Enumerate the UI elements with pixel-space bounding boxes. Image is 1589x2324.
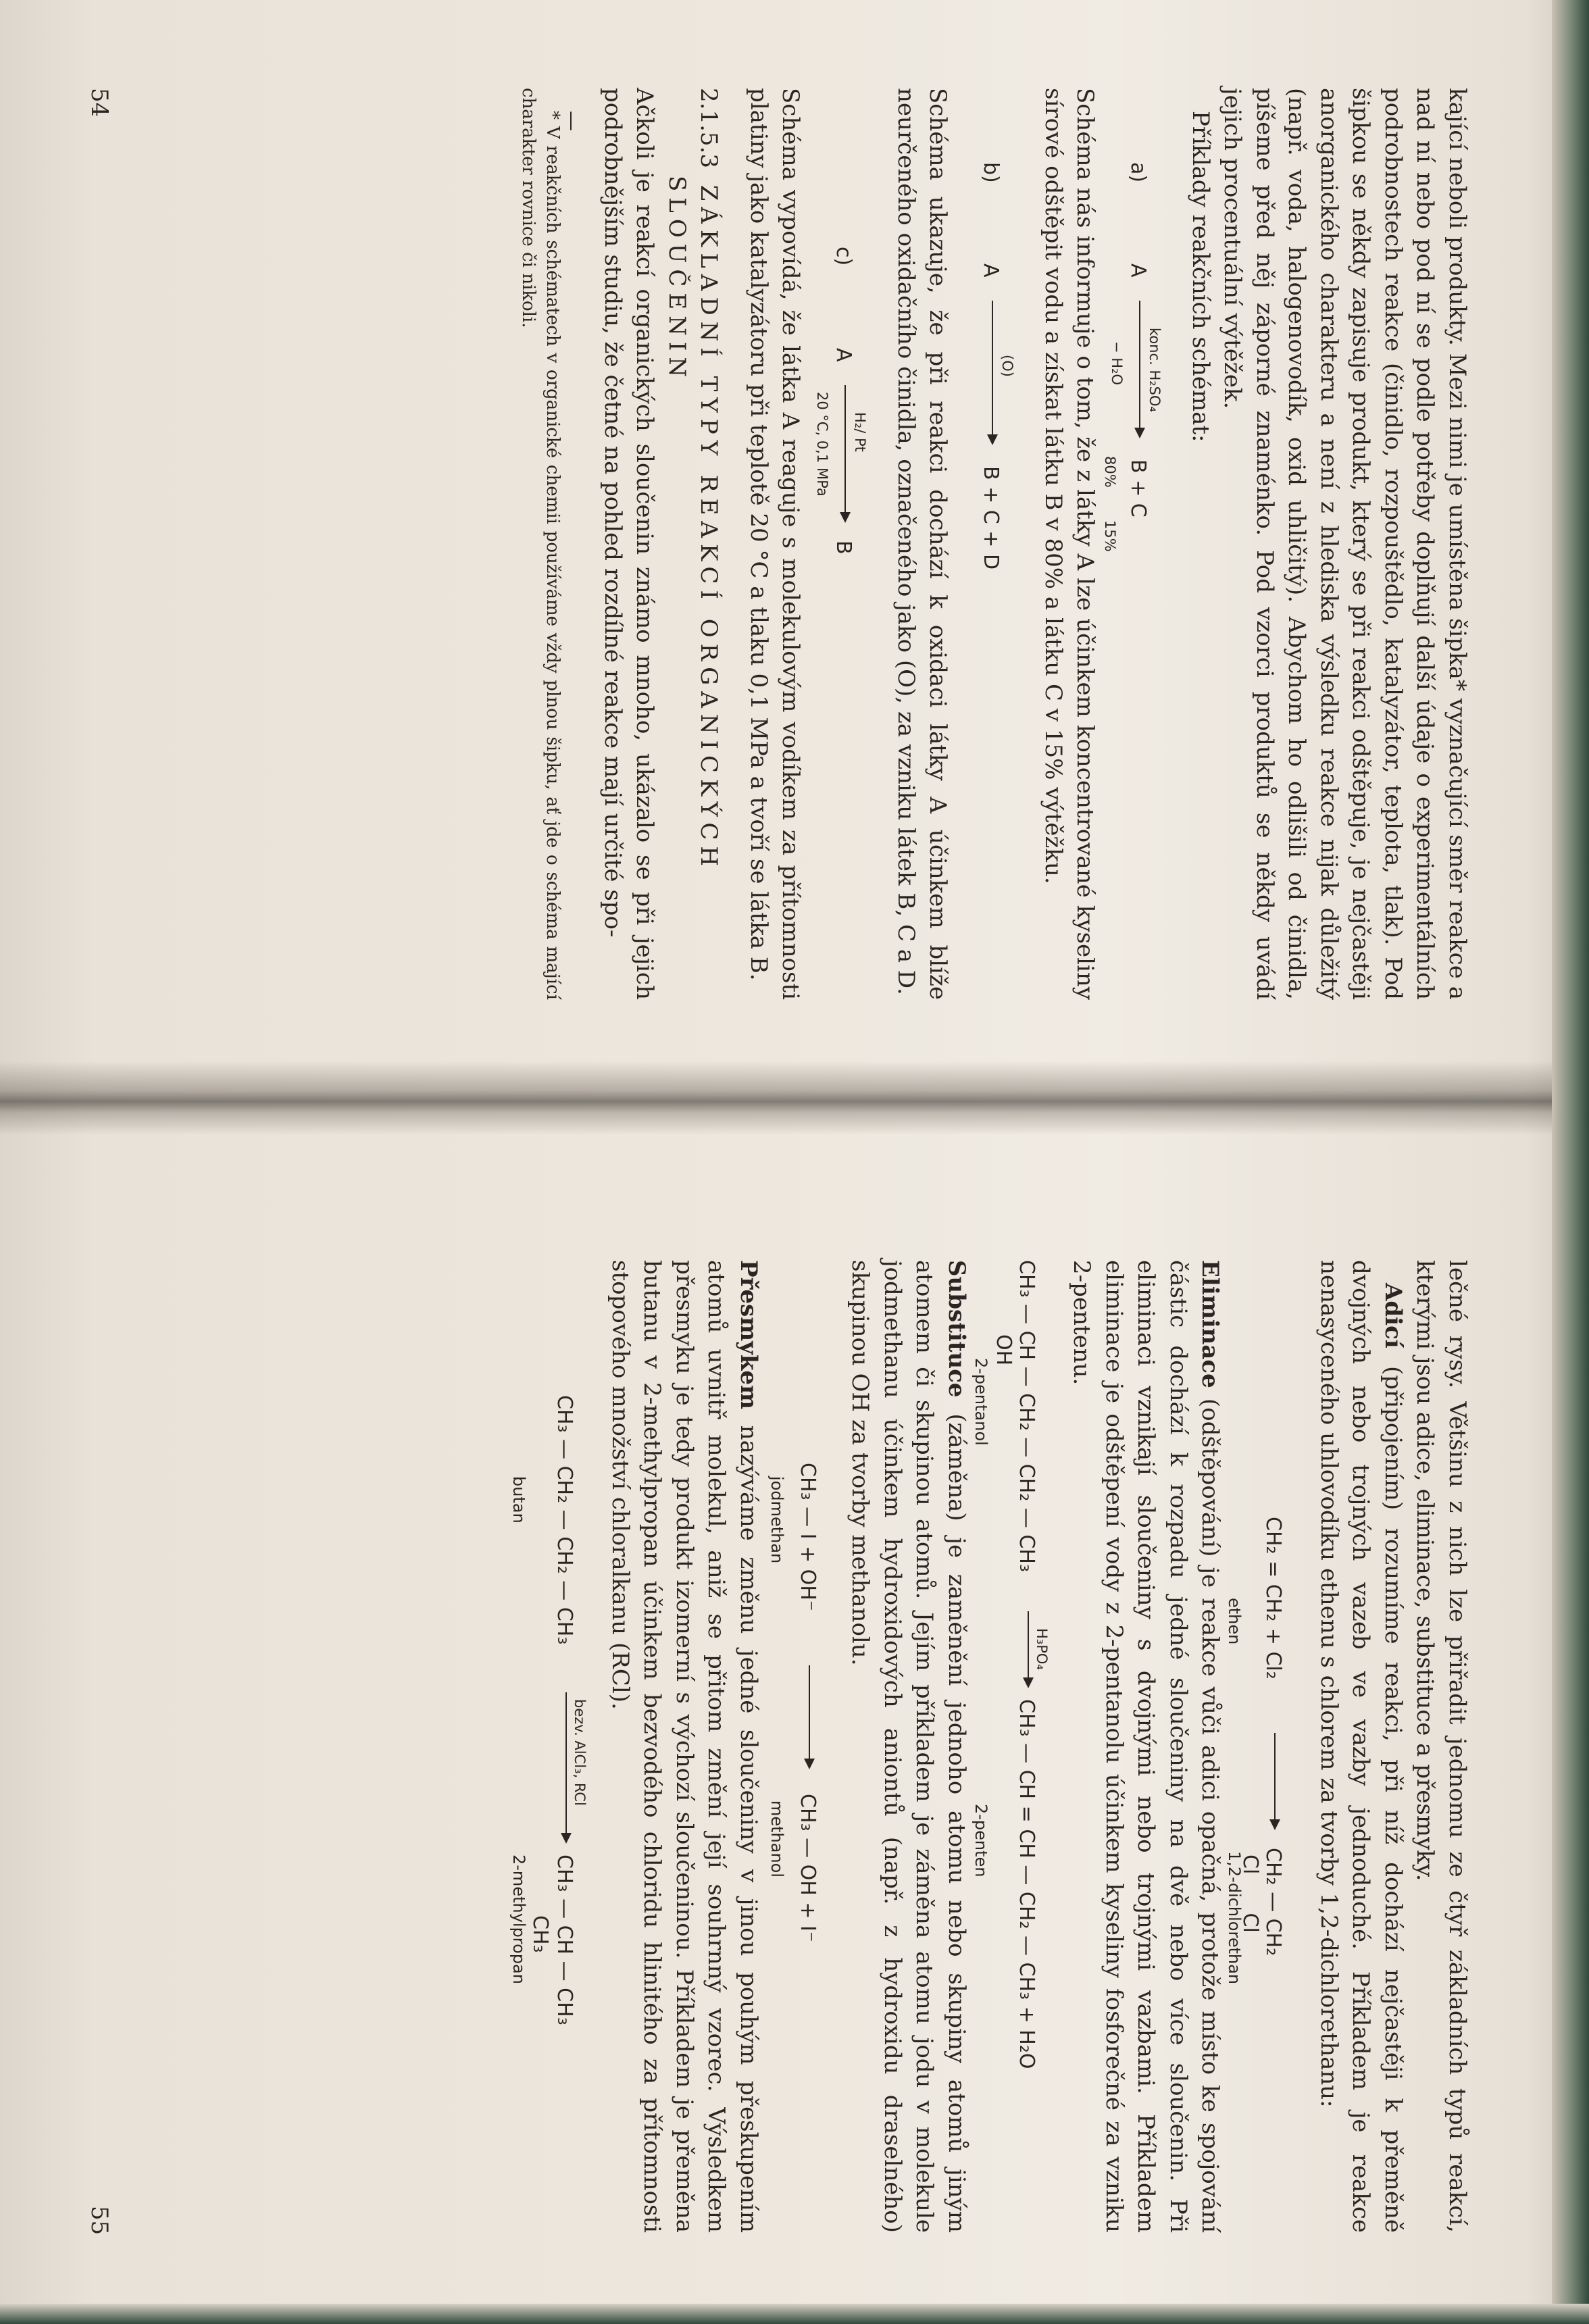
reagent: H₃PO₄ [1034, 1628, 1050, 1670]
reactants: CH₃ — I + OH⁻ [796, 1463, 819, 1611]
reactant: CH₃ — CH — CH₂ — CH₂ — CH₃ [1015, 1260, 1038, 1572]
paragraph-text: (záměna) je zaměnění jednoho atomu nebo skupiny atomů jiným atomem či skupinou atomů. Jejím příkladem je záměna atomu jodu v molekule jodmethanu účinkem hydroxidových aniontů (např. z hydroxidu draselného) skupinou OH za tvorby methanolu. [847, 1260, 970, 2233]
product-substituent: CH₃ [528, 1915, 553, 1953]
paragraph-text: (odštěpování) je reakce vůči adici opačná, protože místo ke spojování částic dochází k rozpadu jedné sloučeniny na dvě nebo více sloučenin. Při eliminaci vznikají sloučeniny s dvojnými nebo trojnými vazbami. Příkladem eliminace je odštěpení vody z 2-pentanolu účinkem kyseliny fosforečné za vzniku 2-pentenu. [1068, 1260, 1224, 2233]
paragraph: lečné rysy. Většinu z nich lze přiřadit jednomu ze čtyř základních typů reakcí, kterými jsou adice, eliminace, substituce a přesmyky. [1411, 1260, 1471, 2233]
products: CH₃ — OH + I⁻ [796, 1794, 819, 1942]
name-reactant: ethen [1225, 1598, 1244, 1645]
yield-b: 80% [1102, 456, 1119, 488]
paragraph [604, 1260, 765, 2233]
book-cover-edge-bottom [0, 2304, 1589, 2324]
reactant: A [1126, 263, 1151, 278]
section-heading [661, 88, 725, 1000]
term-adice: Adicí [1380, 1283, 1407, 1348]
page-number: 55 [86, 2206, 113, 2235]
paragraph [1313, 1260, 1409, 2233]
name-reactant: butan [509, 1476, 529, 1523]
scheme-label: c) [832, 247, 856, 266]
scheme-c [812, 88, 876, 1000]
term-presmyk: Přesmykem [735, 1260, 762, 1410]
term-eliminace: Eliminace [1196, 1260, 1224, 1388]
scheme-label: b) [979, 162, 1003, 183]
product-substituents: Cl Cl [1238, 1854, 1263, 1933]
yield-c: 15% [1102, 520, 1119, 552]
paragraph: Ačkoli je reakcí organických sloučenin známo mnoho, ukázalo se při jejich podrobnějším studiu, že četné na pohled rozdílné reakce mají určité spo- [599, 88, 659, 1000]
reaction-arrow [1028, 1611, 1029, 1686]
book-cover-edge [1552, 0, 1589, 2324]
name-product: 2-methylpropan [509, 1854, 529, 1984]
products: B + C [1126, 459, 1151, 517]
reagent: bezv. AlCl₃, RCl [572, 1699, 588, 1806]
products: B [832, 540, 856, 555]
scheme-presmyk [509, 1260, 590, 2233]
reactant: A [832, 348, 856, 362]
scheme-substituce [767, 1260, 830, 2233]
page-55 [86, 1260, 1473, 2235]
reactant-substituent: OH [992, 1334, 1015, 1366]
section-title: ZÁKLADNÍ TYPY REAKCÍ ORGANICKÝCH [695, 184, 723, 873]
scheme-adice [1225, 1260, 1299, 2233]
products: CH₃ — CH = CH — CH₂ — CH₃ + H₂O [1015, 1699, 1038, 2069]
scheme-a [1102, 88, 1171, 1000]
footnote: * V reakčních schématech v organické chemii používáme vždy plnou šipku, ať jde o schéma mající charakter rovnice či nikoli. [518, 88, 563, 1000]
conditions: 20 °C, 0,1 MPa [814, 392, 831, 497]
reagent: konc. H₂SO₄ [1146, 328, 1163, 412]
byproduct: − H₂O [1109, 341, 1126, 386]
paragraph: Schéma ukazuje, že při reakci dochází k oxidaci látky A účinkem blíže neurčeného oxidačního činidla, označeného jako (O), za vzniku látek B, C a D. [892, 88, 952, 1000]
book-gutter [0, 1061, 1589, 1135]
paragraph: Schéma vypovídá, že látka A reaguje s molekulovým vodíkem za přítomnosti platiny jako katalyzátoru při teplotě 20 °C a tlaku 0,1 MPa a tvoří se látka B. [745, 88, 805, 1000]
section-number: 2.1.5.3 [695, 88, 723, 168]
reaction-arrow [1140, 301, 1141, 436]
paragraph: Příklady reakčních schémat: [1187, 111, 1214, 443]
name-product: methanol [767, 1800, 786, 1878]
reactant: A [979, 263, 1003, 278]
products: B + C + D [979, 466, 1003, 570]
scheme-b [959, 88, 1024, 1000]
footnote-rule: — [560, 111, 584, 131]
paragraph: Schéma nás informuje o tom, že z látky A lze účinkem koncentrované kyseliny sírové odštěpit vodu a získat látku B v 80% a látku C v 15% výtěžku. [1040, 88, 1099, 1000]
reaction-arrow [845, 385, 847, 520]
page-number: 54 [86, 88, 113, 118]
name-product: 2-penten [972, 1804, 990, 1877]
paragraph-text: (připojením) rozumíme reakci, při níž dochází nejčastěji k přeměně dvojných nebo trojných vazeb ve vazby jednoduché. Příkladem je reakce nenasyceného uhlovodíku ethenu s chlorem za tvorby 1,2-dichlorethanu: [1315, 1260, 1407, 2233]
reactants: CH₂ = CH₂ + Cl₂ [1261, 1517, 1286, 1679]
reactant: CH₃ — CH₂ — CH₂ — CH₃ [553, 1395, 577, 1645]
reaction-arrow [566, 1692, 568, 1841]
paragraph-text: nazýváme změnu jedné sloučeniny v jinou pouhým přeskupením atomů uvnitř molekul, aniž se přitom změní její souhrnný vzorec. Výsledkem přesmyku je tedy produkt izomerní s výchozí sloučeninou. Příkladem je přeměna butanu v 2-methylpropan účinkem bezvodého chloridu hlinitého za přítomnosti stopového množství chloralkanu (RCl). [607, 1260, 762, 2233]
reaction-arrow [992, 301, 994, 443]
scheme-eliminace [972, 1260, 1052, 2233]
name-reactant: jodmethan [767, 1476, 786, 1564]
reaction-arrow [809, 1665, 810, 1767]
reaction-arrow [1275, 1733, 1276, 1827]
paragraph: kající neboli produkty. Mezi nimi je umístěna šipka* vyznačující směr reakce a nad ní nebo pod ní se podle potřeby doplňují další údaje o experimentálních podrobnostech reakce (činidlo, rozpouštědlo, katalyzátor, teplota, tlak). Pod šipkou se někdy zapisuje produkt, který se při reakci odštěpuje, je nejčastěji anorganického charakteru a není z hlediska výsledku reakce nijak důležitý (např. voda, halogenovodík, oxid uhličitý). Abychom ho odlišili od činidla, píšeme před něj záporné znaménko. Pod vzorci produktů se někdy uvádí jejich procentuální výtěžek. [1219, 88, 1471, 1000]
term-substituce: Substituce [943, 1260, 970, 1398]
reagent: (O) [999, 355, 1016, 377]
reagent: H₂/ Pt [852, 412, 869, 452]
product: CH₂ — CH₂ [1261, 1848, 1286, 1956]
section-title-cont: SLOUČENIN [663, 176, 690, 384]
product: CH₃ — CH — CH₃ [553, 1854, 577, 2025]
scheme-label: a) [1126, 162, 1151, 183]
paragraph [844, 1260, 972, 2233]
name-reactant: 2-pentanol [972, 1358, 990, 1446]
page-54 [86, 88, 1473, 1000]
paragraph [1065, 1260, 1226, 2233]
name-product: 1,2-dichlorethan [1225, 1851, 1244, 1985]
